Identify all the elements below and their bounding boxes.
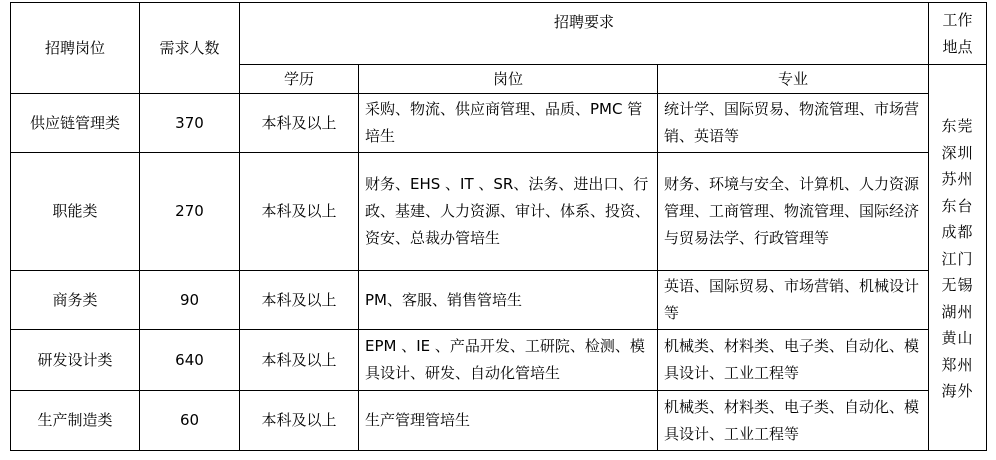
post-cell: PM、客服、销售管培生 (359, 271, 658, 330)
education-cell: 本科及以上 (240, 94, 359, 153)
recruitment-table (10, 2, 987, 451)
location-item: 海外 (941, 382, 974, 400)
table-row (11, 271, 987, 330)
location-item: 成都 (941, 223, 974, 241)
header-major: 专业 (658, 65, 929, 94)
location-item: 东莞 (941, 117, 974, 135)
post-cell: 采购、物流、供应商管理、品质、PMC 管培生 (359, 94, 658, 153)
education-cell: 本科及以上 (240, 391, 359, 451)
location-item: 黄山 (941, 329, 974, 347)
position-cell: 职能类 (11, 153, 140, 271)
header-position: 招聘岗位 (11, 3, 140, 94)
header-education: 学历 (240, 65, 359, 94)
major-cell: 机械类、材料类、电子类、自动化、模具设计、工业工程等 (658, 330, 929, 391)
major-cell: 机械类、材料类、电子类、自动化、模具设计、工业工程等 (658, 391, 929, 451)
header-location-line2: 地点 (942, 37, 973, 56)
location-item: 苏州 (941, 170, 974, 188)
major-cell: 财务、环境与安全、计算机、人力资源管理、工商管理、物流管理、国际经济与贸易法学、行政管理等 (658, 153, 929, 271)
headcount-cell: 270 (140, 153, 240, 271)
header-location (929, 3, 987, 65)
education-cell: 本科及以上 (240, 153, 359, 271)
position-cell: 商务类 (11, 271, 140, 330)
major-cell: 统计学、国际贸易、物流管理、市场营销、英语等 (658, 94, 929, 153)
header-requirements: 招聘要求 (240, 3, 929, 65)
location-item: 江门 (941, 249, 974, 268)
post-cell: EPM 、IE 、产品开发、工研院、检测、模具设计、研发、自动化管培生 (359, 330, 658, 391)
header-row-1 (11, 3, 987, 65)
major-cell: 英语、国际贸易、市场营销、机械设计等 (658, 271, 929, 330)
table-row (11, 94, 987, 153)
table-row (11, 391, 987, 451)
location-item: 郑州 (941, 355, 974, 374)
table-row (11, 153, 987, 271)
position-cell: 生产制造类 (11, 391, 140, 451)
header-location-line1: 工作 (942, 10, 973, 29)
post-cell: 生产管理管培生 (359, 391, 658, 451)
location-item: 湖州 (941, 302, 974, 321)
post-cell: 财务、EHS 、IT 、SR、法务、进出口、行政、基建、人力资源、审计、体系、投资、资安、总裁办管培生 (359, 153, 658, 271)
headcount-cell: 640 (140, 330, 240, 391)
location-list (929, 65, 987, 451)
table-row (11, 330, 987, 391)
location-item: 东台 (941, 196, 974, 215)
position-cell: 供应链管理类 (11, 94, 140, 153)
education-cell: 本科及以上 (240, 330, 359, 391)
position-cell: 研发设计类 (11, 330, 140, 391)
location-item: 无锡 (941, 276, 974, 294)
header-headcount: 需求人数 (140, 3, 240, 94)
headcount-cell: 60 (140, 391, 240, 451)
location-item: 深圳 (941, 143, 974, 162)
education-cell: 本科及以上 (240, 271, 359, 330)
headcount-cell: 90 (140, 271, 240, 330)
header-post: 岗位 (359, 65, 658, 94)
headcount-cell: 370 (140, 94, 240, 153)
